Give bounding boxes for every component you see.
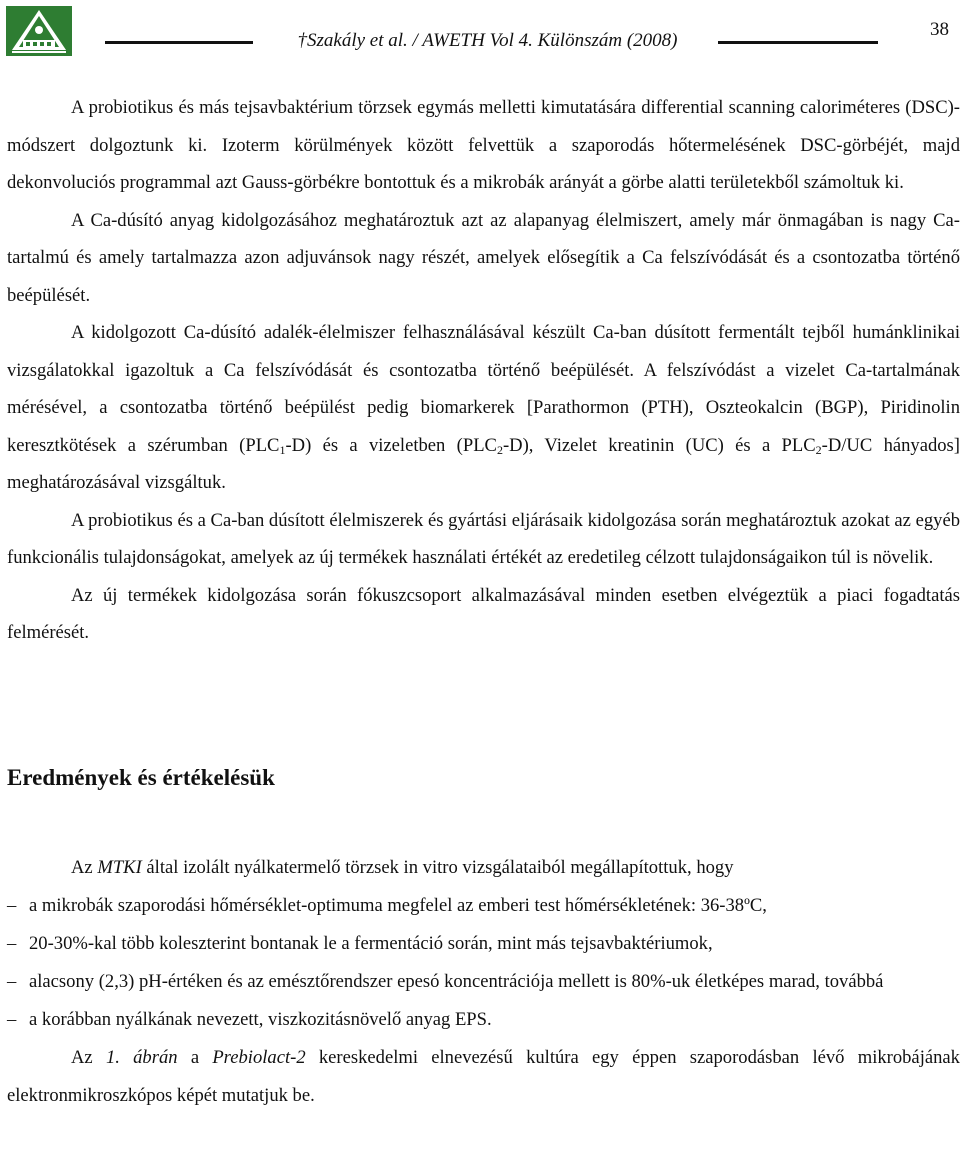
page-number: 38 <box>930 19 949 40</box>
section-heading: Eredmények és értékelésük <box>7 765 275 790</box>
paragraph: A Ca-dúsító anyag kidolgozásához meghatároztuk azt az alapanyag élelmiszert, amely már önmagában is nagy Ca-tartalmú és amely tartalmazza azon adjuvánsok nagy részét, amelyek elősegítik a Ca felszívódását és a csontozatba történő beépülését. <box>7 209 960 306</box>
paragraph: A kidolgozott Ca-dúsító adalék-élelmiszer felhasználásával készült Ca-ban dúsított fermentált tejből humánklinikai vizsgálatokkal igazoltuk a Ca felszívódását és csontozatba történő beépülését. A felszívódást a vizelet Ca-tartalmának mérésével, a csontozatba történő beépülést pedig biomarkerek [Parathormon (PTH), Oszteokalcin (BGP), Piridinolin keresztkötések a szérumban $(PLC_1-D)$ és a vizeletben $(PLC_2-D)$, Vizelet kreatinin (UC) és a $PLC_2-D/UC$ hányados] meghatározásával vizsgáltuk. <box>7 322 960 493</box>
header-rule-right <box>718 41 878 44</box>
body-text <box>7 89 960 652</box>
list-item: – alacsony (2,3) pH-értéken és az emésztőrendszer epesó koncentrációja mellett is 80%-uk életképes marad, továbbá <box>7 971 884 992</box>
paragraph: A probiotikus és a Ca-ban dúsított élelmiszerek és gyártási eljárásaik kidolgozása során meghatároztuk azokat az egyéb funkcionális tulajdonságokat, amelyek az új termékek használati értékét az eredetileg célzott tulajdonságaikon túl is növelik. <box>7 509 960 568</box>
results-intro: Az MTKI által izolált nyálkatermelő törzsek in vitro vizsgálataiból megállapítottuk, hogy <box>71 857 734 878</box>
list-item: – 20-30%-kal több koleszterint bontanak le a fermentáció során, mint más tejsavbaktériumok, <box>7 933 713 954</box>
journal-logo <box>6 6 72 56</box>
running-header: †Szakály et al. / AWETH Vol 4. Különszám (2008) <box>297 30 678 51</box>
list-item: – a mikrobák szaporodási hőmérséklet-optimuma megfelel az emberi test hőmérsékletének: 36-38ºC, <box>7 895 767 916</box>
results-section <box>7 849 960 1115</box>
header-rule-left <box>105 41 253 44</box>
list-item: – a korábban nyálkának nevezett, viszkozitásnövelő anyag EPS. <box>7 1009 492 1030</box>
paragraph: A probiotikus és más tejsavbaktérium törzsek egymás melletti kimutatására differential scanning caloriméteres (DSC)-módszert dolgoztunk ki. Izoterm körülmények között felvettük a szaporodás hőtermelésének DSC-görbéjét, majd dekonvoluciós programmal azt Gauss-görbékre bontottuk és a mikrobák arányát a görbe alatti területekből számoltuk ki. <box>7 97 960 193</box>
paragraph: Az új termékek kidolgozása során fókuszcsoport alkalmazásával minden esetben elvégeztük a piaci fogadtatás felmérését. <box>7 584 960 643</box>
figure-reference-paragraph: Az 1. ábrán a Prebiolact-2 kereskedelmi elnevezésű kultúra egy éppen szaporodásban lévő mikrobájának elektronmikroszkópos képét mutatjuk be. <box>7 1047 960 1106</box>
